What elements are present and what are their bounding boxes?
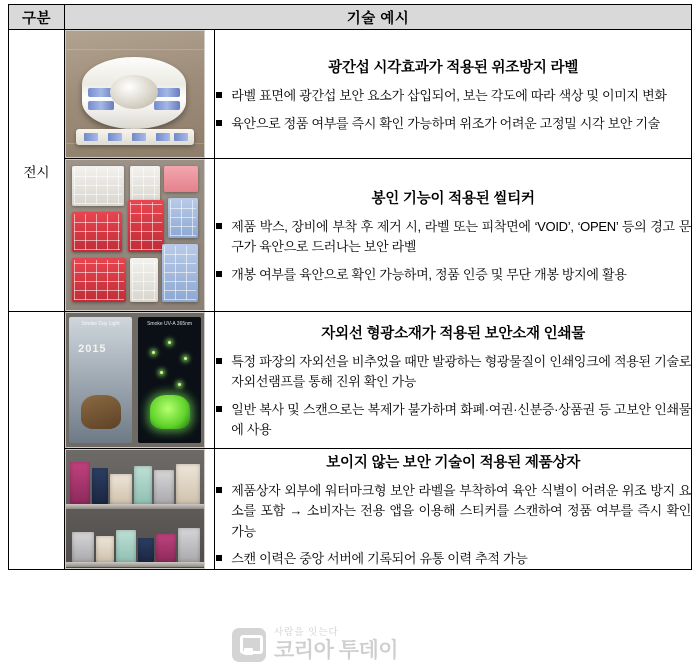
product-box bbox=[176, 464, 200, 504]
retail-shelf-boxes-photo bbox=[65, 449, 205, 569]
photo-caption: Smoke UV-A 365nm bbox=[147, 321, 193, 327]
glow-spark bbox=[184, 357, 187, 360]
seal-sticker-sheets-photo bbox=[65, 159, 205, 311]
product-box bbox=[96, 536, 114, 562]
daylight-print-card bbox=[69, 317, 132, 443]
hologram-band bbox=[154, 101, 180, 110]
hologram-band bbox=[88, 101, 114, 110]
list-item: 스캔 이력은 중앙 서버에 기록되어 유통 이력 추적 가능 bbox=[215, 549, 691, 569]
glow-spark bbox=[178, 383, 181, 386]
image-cell-uv-fluorescent-print bbox=[65, 312, 215, 449]
header-division: 구분 bbox=[9, 5, 65, 30]
glow-spark bbox=[152, 351, 155, 354]
watermark-title: 코리아 투데이 bbox=[274, 638, 399, 662]
hologram-label-roll-photo bbox=[65, 30, 205, 158]
list-item: 제품상자 외부에 워터마크형 보안 라벨을 부착하여 육안 식별이 어려운 위조 방지 요소를 포함 → 소비자는 전용 앱을 이용해 스티커를 스캔하여 정품 여부를 즉시 확인 가능 bbox=[215, 481, 691, 541]
sticker-sheet bbox=[72, 166, 124, 206]
photo-caption: Smoke Day Light bbox=[81, 321, 120, 327]
text-cell-hologram-label bbox=[215, 30, 692, 159]
sticker-sheet bbox=[164, 166, 198, 192]
product-box bbox=[92, 468, 108, 504]
table-row bbox=[9, 449, 692, 570]
bullet-list bbox=[215, 86, 691, 133]
bullet-list bbox=[215, 481, 691, 569]
table-row bbox=[9, 312, 692, 449]
hologram-patch bbox=[174, 133, 188, 141]
uv-light-print-card bbox=[138, 317, 201, 443]
product-box bbox=[110, 474, 132, 504]
cat-illustration bbox=[81, 395, 121, 429]
list-item: 개봉 여부를 육안으로 확인 가능하며, 정품 인증 및 무단 개봉 방지에 활용 bbox=[215, 265, 691, 285]
division-cell-empty bbox=[9, 312, 65, 570]
glow-spark bbox=[160, 371, 163, 374]
division-cell-exhibit: 전시 bbox=[9, 30, 65, 312]
list-item: 특정 파장의 자외선을 비추었을 때만 발광하는 형광물질이 인쇄잉크에 적용된 기술로 자외선램프를 통해 진위 확인 가능 bbox=[215, 352, 691, 392]
sticker-sheet bbox=[128, 200, 164, 252]
table-row bbox=[9, 30, 692, 159]
shelf-board bbox=[66, 504, 204, 509]
sticker-sheet bbox=[130, 258, 158, 302]
table-header bbox=[9, 5, 692, 30]
table-body bbox=[9, 30, 692, 570]
image-cell-retail-shelf-boxes bbox=[65, 449, 215, 570]
sticker-sheet bbox=[168, 198, 198, 238]
glow-spark bbox=[168, 341, 171, 344]
technology-examples-table bbox=[8, 4, 692, 570]
calendar-year-text: 2015 bbox=[78, 343, 107, 355]
product-box bbox=[156, 534, 176, 562]
item-title: 보이지 않는 보안 기술이 적용된 제품상자 bbox=[326, 455, 581, 472]
text-cell-seal-sticker bbox=[215, 159, 692, 312]
header-example: 기술 예시 bbox=[65, 5, 692, 30]
table-row bbox=[9, 159, 692, 312]
hologram-patch bbox=[84, 133, 98, 141]
bullet-list bbox=[215, 217, 691, 284]
watermark bbox=[232, 628, 398, 662]
list-item: 일반 복사 및 스캔으로는 복제가 불가하며 화폐·여권·신분증·상품권 등 고보안 인쇄물에 사용 bbox=[215, 400, 691, 440]
roll-core-shape bbox=[110, 75, 158, 109]
shelf-board bbox=[66, 562, 204, 567]
text-cell-invisible-security bbox=[215, 449, 692, 570]
item-title: 자외선 형광소재가 적용된 보안소재 인쇄물 bbox=[321, 326, 586, 343]
hologram-patch bbox=[156, 133, 170, 141]
list-item: 라벨 표면에 광간섭 보안 요소가 삽입되어, 보는 각도에 따라 색상 및 이미지 변화 bbox=[215, 86, 691, 106]
text-cell-uv-fluorescent bbox=[215, 312, 692, 449]
watermark-text bbox=[274, 628, 398, 662]
bullet-list bbox=[215, 352, 691, 440]
item-title: 광간섭 시각효과가 적용된 위조방지 라벨 bbox=[328, 60, 579, 77]
camera-logo-icon bbox=[232, 628, 266, 662]
uv-fluorescent-print-photo bbox=[65, 312, 205, 448]
product-box bbox=[134, 466, 152, 504]
product-box bbox=[138, 538, 154, 562]
sticker-sheet bbox=[72, 258, 126, 302]
product-box bbox=[116, 530, 136, 562]
product-box bbox=[178, 528, 200, 562]
table-header-row bbox=[9, 5, 692, 30]
glowing-cat-illustration bbox=[150, 395, 190, 429]
item-title: 봉인 기능이 적용된 씰티커 bbox=[371, 191, 535, 208]
product-box bbox=[154, 470, 174, 504]
list-item: 제품 박스, 장비에 부착 후 제거 시, 라벨 또는 피착면에 ‘VOID’, ‘OPEN’ 등의 경고 문구가 육안으로 드러나는 보안 라벨 bbox=[215, 217, 691, 257]
watermark-subtitle: 사람을 잇는다 bbox=[274, 627, 339, 639]
hologram-patch bbox=[132, 133, 146, 141]
image-cell-seal-sticker-sheets bbox=[65, 159, 215, 312]
list-item: 육안으로 정품 여부를 즉시 확인 가능하며 위조가 어려운 고정밀 시각 보안 기술 bbox=[215, 114, 691, 134]
image-cell-hologram-label-roll bbox=[65, 30, 215, 159]
product-box bbox=[72, 532, 94, 562]
hologram-patch bbox=[108, 133, 122, 141]
desk-grain-line bbox=[66, 49, 204, 50]
sticker-sheet bbox=[72, 212, 122, 252]
sticker-sheet bbox=[162, 244, 198, 302]
label-strip-shape bbox=[76, 129, 194, 145]
product-box bbox=[70, 462, 90, 504]
